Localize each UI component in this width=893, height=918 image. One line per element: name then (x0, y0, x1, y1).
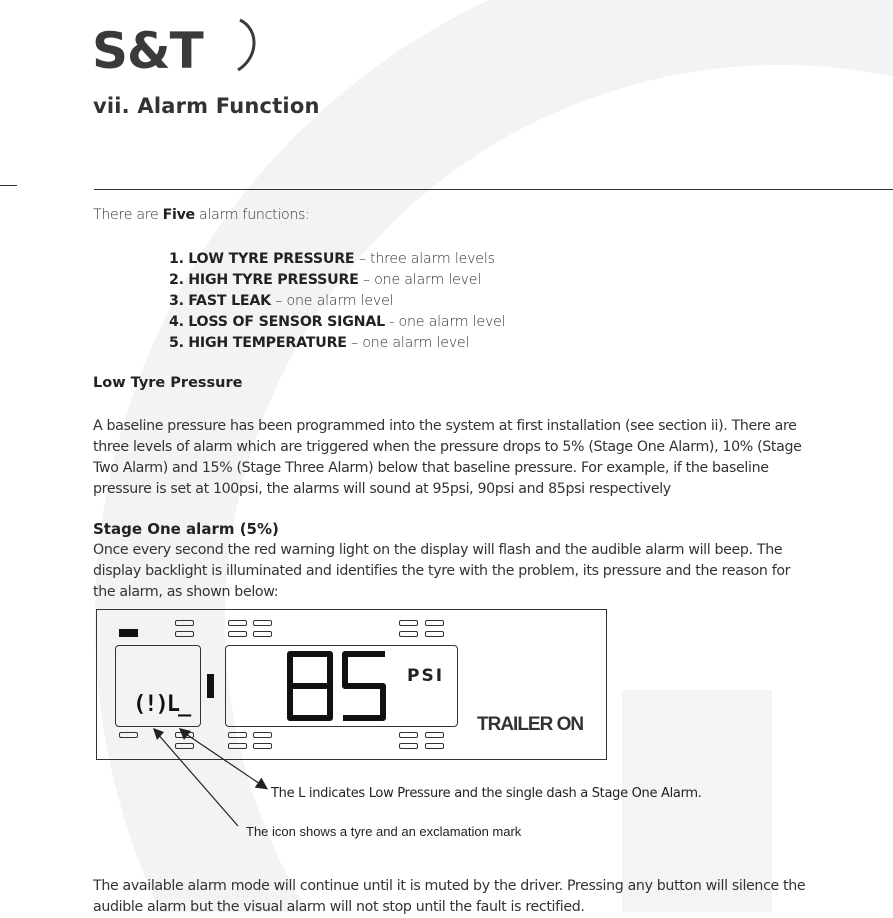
section-heading: vii. Alarm Function (93, 94, 320, 118)
subsection-title-stage-one: Stage One alarm (5%) (93, 520, 279, 538)
list-item: 4. LOSS OF SENSOR SIGNAL - one alarm level (169, 314, 506, 330)
divider-left (0, 185, 17, 186)
divider-main (94, 189, 893, 190)
brand-logo (92, 18, 262, 82)
lcd-display-diagram (96, 609, 607, 760)
annotation-low-pressure: The L indicates Low Pressure and the single dash a Stage One Alarm. (271, 786, 702, 801)
logo-text: S&T (92, 22, 203, 78)
low-pressure-paragraph: A baseline pressure has been programmed into the system at first installation (see section ii). There are three levels of alarm which are triggered when the pressure drops to 5% (Stage One Alarm), 10% (Stage Two Alarm) and 15% (Stage Three Alarm) below that baseline pressure. For example, if the baseline pressure is set at 100psi, the alarms will sound at 95psi, 90psi and 85psi respectively (93, 418, 802, 497)
separator-bar (207, 674, 214, 698)
list-item: 5. HIGH TEMPERATURE – one alarm level (169, 335, 470, 351)
closing-paragraph: The available alarm mode will continue until it is muted by the driver. Pressing any button will silence the audible alarm but the visual alarm will not stop until the fault is rectified. (93, 878, 806, 915)
alarm-function-list (169, 249, 505, 354)
list-item: 1. LOW TYRE PRESSURE – three alarm levels (169, 251, 495, 267)
tyre-alarm-code: (!)L_ (133, 692, 190, 717)
warning-indicator (119, 629, 138, 637)
pressure-unit: PSI (407, 666, 445, 686)
pressure-digits (285, 650, 400, 725)
subsection-title-low-pressure: Low Tyre Pressure (93, 375, 243, 391)
trailer-status: TRAILER ON (477, 714, 584, 735)
annotation-icon: The icon shows a tyre and an exclamation mark (246, 824, 522, 839)
list-item: 3. FAST LEAK – one alarm level (169, 293, 394, 309)
stage-one-paragraph: Once every second the red warning light on the display will flash and the audible alarm will beep. The display backlight is illuminated and identifies the tyre with the problem, its pressure and the reason for the alarm, as shown below: (93, 542, 791, 600)
intro-text: There are Five alarm functions: (93, 207, 310, 223)
logo-mark (92, 18, 262, 78)
pressure-reading: 85 (285, 650, 287, 651)
alarm-count: Five (162, 207, 195, 223)
list-item: 2. HIGH TYRE PRESSURE – one alarm level (169, 272, 482, 288)
